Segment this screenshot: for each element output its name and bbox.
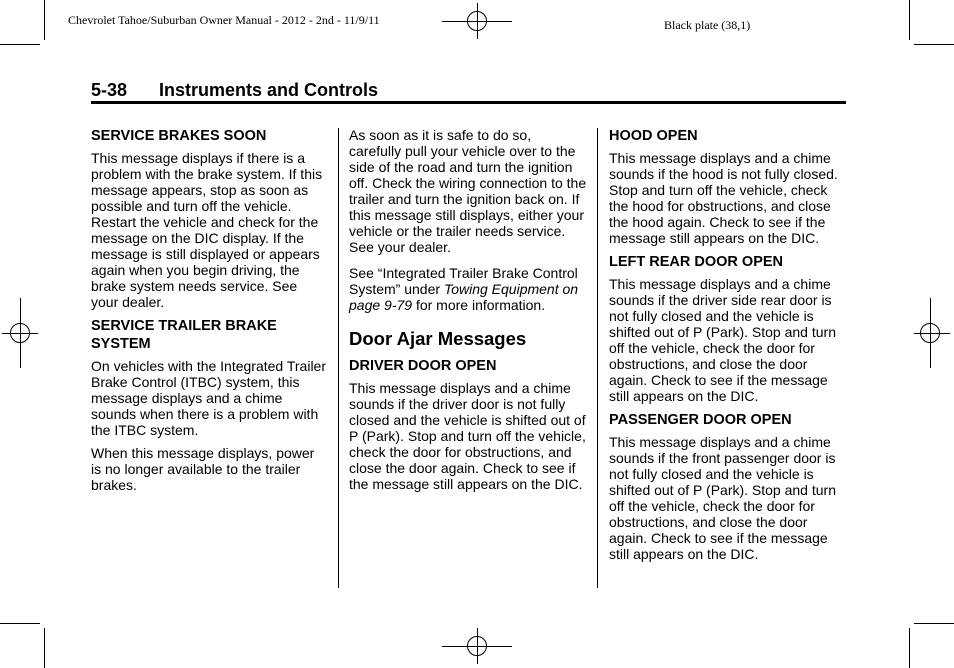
paragraph: As soon as it is safe to do so, carefully pull your vehicle over to the side of the road and turn the ignition off. Check the wiring connection to the trailer and turn the ignition back on. If this message still displays, either your vehicle or the trailer needs service. See your dealer. — [349, 127, 587, 255]
plate-label: Black plate (38,1) — [664, 18, 751, 32]
heading-left-rear-door-open: LEFT REAR DOOR OPEN — [609, 254, 784, 270]
paragraph: On vehicles with the Integrated Trailer Brake Control (ITBC) system, this message displays and a chime sounds when there is a problem with the ITBC system. — [91, 358, 327, 438]
column-3 — [609, 127, 849, 569]
manual-title: Chevrolet Tahoe/Suburban Owner Manual - 2012 - 2nd - 11/9/11 — [68, 13, 380, 27]
crop-mark — [44, 628, 45, 668]
heading-hood-open: HOOD OPEN — [609, 128, 698, 144]
crop-mark — [0, 44, 40, 45]
paragraph: This message displays and a chime sounds if the driver door is not fully closed and the vehicle is shifted out of P (Park). Stop and turn off the vehicle, check the door for obstructions, and close the door again. Check to see if the message still appears on the DIC. — [349, 380, 586, 492]
crop-mark — [44, 0, 45, 40]
column-divider — [597, 128, 598, 588]
column-divider — [338, 128, 339, 588]
paragraph: This message displays if there is a problem with the brake system. If this message appears, stop as soon as possible and turn off the vehicle. Restart the vehicle and check for the message on the DIC display. If the message is still displayed or appears again when you begin driving, the brake system needs service. See your dealer. — [91, 150, 323, 310]
column-2 — [349, 127, 587, 499]
heading-driver-door-open: DRIVER DOOR OPEN — [349, 358, 497, 374]
see-reference-pre: See “Integrated Trailer Brake Control System” under — [349, 265, 578, 297]
see-reference — [349, 265, 587, 313]
paragraph: This message displays and a chime sounds if the front passenger door is not fully closed and the vehicle is shifted out of P (Park). Stop and turn off the vehicle, check the door for obstructions, and close the door again. Check to see if the message still appears on the DIC. — [609, 434, 836, 562]
section-title: Instruments and Controls — [159, 80, 379, 100]
crop-mark — [0, 623, 40, 624]
paragraph: This message displays and a chime sounds if the hood is not fully closed. Stop and turn off the vehicle, check the hood for obstructions, and close the hood again. Check to see if the message still appears on the DIC. — [609, 150, 838, 246]
paragraph: This message displays and a chime sounds if the driver side rear door is not fully closed and the vehicle is shifted out of P (Park). Stop and turn off the vehicle, check the door for obstructions, and close the door again. Check to see if the message still appears on the DIC. — [609, 276, 836, 404]
see-reference-post: for more information. — [412, 297, 546, 313]
heading-passenger-door-open: PASSENGER DOOR OPEN — [609, 412, 792, 428]
page-number: 5-38 — [91, 80, 128, 100]
cross-reference-link[interactable]: Towing Equipment on page 9-79 — [349, 281, 579, 313]
column-1 — [91, 127, 327, 500]
heading-door-ajar-messages: Door Ajar Messages — [349, 328, 527, 349]
crop-mark — [909, 628, 910, 668]
heading-service-brakes-soon: SERVICE BRAKES SOON — [91, 128, 267, 144]
crop-mark — [909, 0, 910, 40]
paragraph: When this message displays, power is no longer available to the trailer brakes. — [91, 445, 315, 493]
running-head-rule — [91, 101, 846, 104]
crop-mark — [914, 44, 954, 45]
crop-mark — [914, 623, 954, 624]
heading-service-trailer-brake-system: SERVICE TRAILER BRAKE SYSTEM — [91, 318, 277, 352]
